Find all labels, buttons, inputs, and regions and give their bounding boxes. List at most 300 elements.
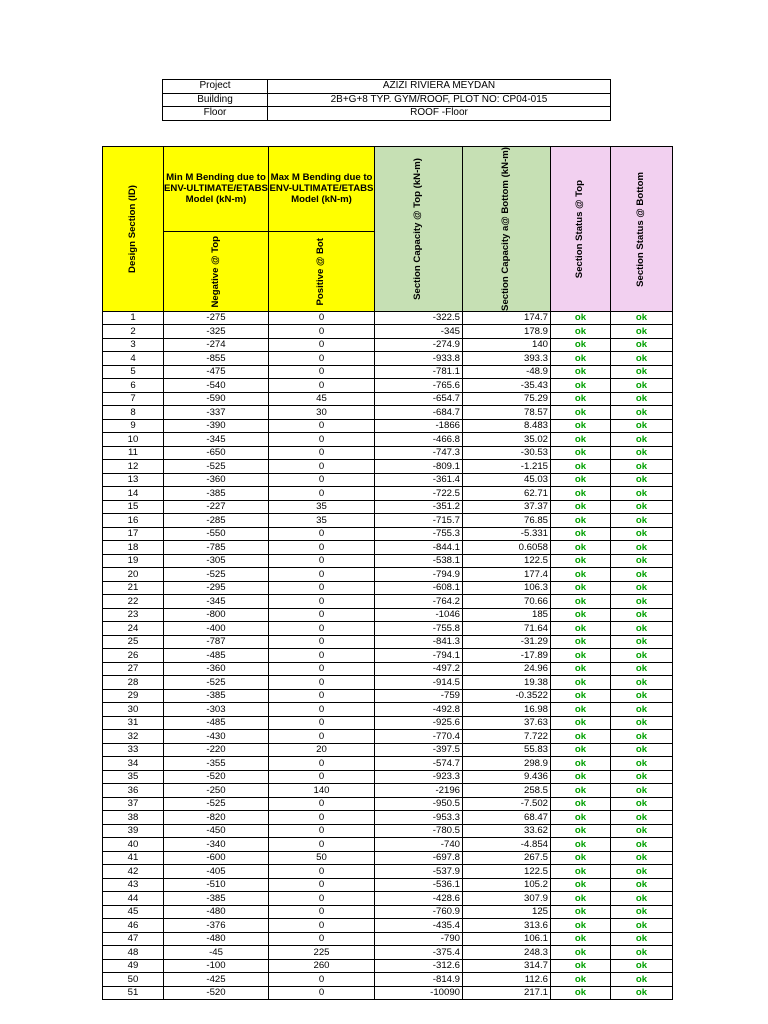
status-top: ok [551, 568, 611, 582]
status-top: ok [551, 608, 611, 622]
table-row [103, 689, 673, 703]
max-m-value: 50 [269, 851, 375, 865]
capacity-top: -814.9 [375, 973, 463, 987]
table-row [103, 325, 673, 339]
status-bottom: ok [611, 973, 673, 987]
status-bottom: ok [611, 433, 673, 447]
status-bottom: ok [611, 676, 673, 690]
header-capacity-top: Section Capacity @ Top (kN-m) [375, 147, 463, 312]
capacity-top: -781.1 [375, 365, 463, 379]
status-top: ok [551, 311, 611, 325]
status-top: ok [551, 878, 611, 892]
project-info-label: Building [163, 93, 268, 107]
capacity-top: -322.5 [375, 311, 463, 325]
min-m-value: -430 [164, 730, 269, 744]
table-row [103, 716, 673, 730]
status-bottom: ok [611, 730, 673, 744]
capacity-bottom: 75.29 [463, 392, 551, 406]
status-bottom: ok [611, 905, 673, 919]
status-bottom: ok [611, 446, 673, 460]
section-id: 17 [103, 527, 164, 541]
capacity-top: -794.9 [375, 568, 463, 582]
min-m-value: -303 [164, 703, 269, 717]
capacity-top: -780.5 [375, 824, 463, 838]
max-m-value: 0 [269, 635, 375, 649]
status-top: ok [551, 703, 611, 717]
capacity-bottom: 8.483 [463, 419, 551, 433]
capacity-top: -1866 [375, 419, 463, 433]
capacity-bottom: 106.1 [463, 932, 551, 946]
header-status-top: Section Status @ Top [551, 147, 611, 312]
capacity-top: -538.1 [375, 554, 463, 568]
capacity-bottom: 45.03 [463, 473, 551, 487]
status-bottom: ok [611, 338, 673, 352]
capacity-top: -914.5 [375, 676, 463, 690]
min-m-value: -355 [164, 757, 269, 771]
status-bottom: ok [611, 743, 673, 757]
status-top: ok [551, 838, 611, 852]
max-m-value: 0 [269, 662, 375, 676]
capacity-top: -466.8 [375, 433, 463, 447]
min-m-value: -520 [164, 986, 269, 1000]
status-bottom: ok [611, 541, 673, 555]
status-bottom: ok [611, 703, 673, 717]
section-id: 29 [103, 689, 164, 703]
table-row [103, 595, 673, 609]
status-bottom: ok [611, 500, 673, 514]
status-top: ok [551, 379, 611, 393]
capacity-bottom: 217.1 [463, 986, 551, 1000]
status-bottom: ok [611, 757, 673, 771]
header-max-m: Max M Bending due to ENV-ULTIMATE/ETABS Model (kN-m) [269, 147, 375, 232]
capacity-bottom: 177.4 [463, 568, 551, 582]
capacity-top: -608.1 [375, 581, 463, 595]
project-info-row [163, 80, 611, 94]
table-row [103, 946, 673, 960]
status-bottom: ok [611, 635, 673, 649]
status-top: ok [551, 460, 611, 474]
status-bottom: ok [611, 932, 673, 946]
status-bottom: ok [611, 352, 673, 366]
table-row [103, 878, 673, 892]
min-m-value: -274 [164, 338, 269, 352]
table-row [103, 622, 673, 636]
table-row [103, 460, 673, 474]
max-m-value: 0 [269, 676, 375, 690]
status-bottom: ok [611, 851, 673, 865]
max-m-value: 0 [269, 770, 375, 784]
min-m-value: -820 [164, 811, 269, 825]
max-m-value: 140 [269, 784, 375, 798]
section-id: 32 [103, 730, 164, 744]
min-m-value: -227 [164, 500, 269, 514]
status-top: ok [551, 851, 611, 865]
capacity-bottom: 55.83 [463, 743, 551, 757]
status-top: ok [551, 743, 611, 757]
max-m-value: 0 [269, 986, 375, 1000]
status-top: ok [551, 919, 611, 933]
capacity-bottom: 78.57 [463, 406, 551, 420]
table-row [103, 919, 673, 933]
section-id: 13 [103, 473, 164, 487]
status-top: ok [551, 946, 611, 960]
capacity-top: -10090 [375, 986, 463, 1000]
capacity-top: -428.6 [375, 892, 463, 906]
status-bottom: ok [611, 487, 673, 501]
project-info-label: Project [163, 80, 268, 94]
capacity-top: -574.7 [375, 757, 463, 771]
min-m-value: -405 [164, 865, 269, 879]
capacity-bottom: 0.6058 [463, 541, 551, 555]
capacity-bottom: 37.37 [463, 500, 551, 514]
min-m-value: -800 [164, 608, 269, 622]
table-row [103, 433, 673, 447]
capacity-top: -312.6 [375, 959, 463, 973]
max-m-value: 30 [269, 406, 375, 420]
max-m-value: 0 [269, 892, 375, 906]
capacity-top: -351.2 [375, 500, 463, 514]
min-m-value: -525 [164, 460, 269, 474]
table-row [103, 730, 673, 744]
status-top: ok [551, 784, 611, 798]
status-top: ok [551, 959, 611, 973]
capacity-bottom: 71.64 [463, 622, 551, 636]
max-m-value: 0 [269, 568, 375, 582]
capacity-bottom: 112.6 [463, 973, 551, 987]
table-row [103, 392, 673, 406]
status-bottom: ok [611, 595, 673, 609]
section-id: 39 [103, 824, 164, 838]
status-bottom: ok [611, 419, 673, 433]
section-id: 1 [103, 311, 164, 325]
section-id: 50 [103, 973, 164, 987]
status-top: ok [551, 689, 611, 703]
max-m-value: 0 [269, 419, 375, 433]
section-id: 18 [103, 541, 164, 555]
status-top: ok [551, 892, 611, 906]
status-top: ok [551, 487, 611, 501]
capacity-bottom: 185 [463, 608, 551, 622]
min-m-value: -590 [164, 392, 269, 406]
max-m-value: 0 [269, 365, 375, 379]
capacity-bottom: 267.5 [463, 851, 551, 865]
section-id: 5 [103, 365, 164, 379]
min-m-value: -787 [164, 635, 269, 649]
section-id: 19 [103, 554, 164, 568]
min-m-value: -337 [164, 406, 269, 420]
capacity-top: -654.7 [375, 392, 463, 406]
capacity-bottom: 24.96 [463, 662, 551, 676]
table-row [103, 406, 673, 420]
table-row [103, 608, 673, 622]
capacity-top: -794.1 [375, 649, 463, 663]
max-m-value: 0 [269, 716, 375, 730]
capacity-bottom: 9.436 [463, 770, 551, 784]
capacity-bottom: 105.2 [463, 878, 551, 892]
status-top: ok [551, 865, 611, 879]
min-m-value: -305 [164, 554, 269, 568]
max-m-value: 0 [269, 622, 375, 636]
table-row [103, 527, 673, 541]
max-m-value: 0 [269, 554, 375, 568]
section-id: 41 [103, 851, 164, 865]
table-row [103, 635, 673, 649]
section-id: 23 [103, 608, 164, 622]
status-top: ok [551, 473, 611, 487]
section-id: 25 [103, 635, 164, 649]
capacity-bottom: 313.6 [463, 919, 551, 933]
table-row [103, 892, 673, 906]
capacity-bottom: 19.38 [463, 676, 551, 690]
capacity-bottom: 258.5 [463, 784, 551, 798]
min-m-value: -325 [164, 325, 269, 339]
status-top: ok [551, 716, 611, 730]
status-top: ok [551, 365, 611, 379]
max-m-value: 0 [269, 311, 375, 325]
capacity-bottom: 298.9 [463, 757, 551, 771]
project-info-body [163, 80, 611, 121]
table-row [103, 932, 673, 946]
table-row [103, 500, 673, 514]
status-bottom: ok [611, 986, 673, 1000]
status-top: ok [551, 730, 611, 744]
section-capacity-table [102, 146, 673, 1000]
status-top: ok [551, 419, 611, 433]
capacity-bottom: -48.9 [463, 365, 551, 379]
max-m-value: 0 [269, 811, 375, 825]
header-status-bottom: Section Status @ Bottom [611, 147, 673, 312]
status-top: ok [551, 554, 611, 568]
table-row [103, 379, 673, 393]
min-m-value: -295 [164, 581, 269, 595]
section-id: 10 [103, 433, 164, 447]
max-m-value: 225 [269, 946, 375, 960]
section-id: 27 [103, 662, 164, 676]
capacity-bottom: -1.215 [463, 460, 551, 474]
max-m-value: 0 [269, 905, 375, 919]
max-m-value: 0 [269, 838, 375, 852]
capacity-top: -765.6 [375, 379, 463, 393]
capacity-top: -764.2 [375, 595, 463, 609]
status-bottom: ok [611, 878, 673, 892]
section-id: 43 [103, 878, 164, 892]
capacity-top: -953.3 [375, 811, 463, 825]
table-row [103, 743, 673, 757]
status-top: ok [551, 338, 611, 352]
section-id: 16 [103, 514, 164, 528]
min-m-value: -340 [164, 838, 269, 852]
capacity-top: -841.3 [375, 635, 463, 649]
capacity-bottom: 307.9 [463, 892, 551, 906]
status-top: ok [551, 581, 611, 595]
max-m-value: 0 [269, 865, 375, 879]
min-m-value: -485 [164, 649, 269, 663]
project-info-value: 2B+G+8 TYP. GYM/ROOF, PLOT NO: CP04-015 [268, 93, 611, 107]
capacity-bottom: 16.98 [463, 703, 551, 717]
status-top: ok [551, 514, 611, 528]
table-row [103, 905, 673, 919]
capacity-top: -274.9 [375, 338, 463, 352]
section-id: 4 [103, 352, 164, 366]
status-top: ok [551, 541, 611, 555]
min-m-value: -385 [164, 689, 269, 703]
section-id: 3 [103, 338, 164, 352]
capacity-top: -345 [375, 325, 463, 339]
status-bottom: ok [611, 581, 673, 595]
status-bottom: ok [611, 554, 673, 568]
table-row [103, 986, 673, 1000]
min-m-value: -385 [164, 892, 269, 906]
project-info-label: Floor [163, 107, 268, 121]
capacity-bottom: -30.53 [463, 446, 551, 460]
section-id: 24 [103, 622, 164, 636]
project-info-value: AZIZI RIVIERA MEYDAN [268, 80, 611, 94]
min-m-value: -480 [164, 932, 269, 946]
table-row [103, 541, 673, 555]
capacity-bottom: 248.3 [463, 946, 551, 960]
table-body [103, 311, 673, 1000]
section-id: 15 [103, 500, 164, 514]
status-bottom: ok [611, 649, 673, 663]
status-bottom: ok [611, 959, 673, 973]
section-id: 40 [103, 838, 164, 852]
header-positive-bot: Positive @ Bot [269, 231, 375, 311]
capacity-bottom: 68.47 [463, 811, 551, 825]
max-m-value: 35 [269, 500, 375, 514]
min-m-value: -250 [164, 784, 269, 798]
status-bottom: ok [611, 811, 673, 825]
max-m-value: 0 [269, 973, 375, 987]
section-id: 37 [103, 797, 164, 811]
status-bottom: ok [611, 838, 673, 852]
capacity-bottom: 178.9 [463, 325, 551, 339]
max-m-value: 0 [269, 595, 375, 609]
max-m-value: 0 [269, 824, 375, 838]
status-top: ok [551, 986, 611, 1000]
capacity-bottom: -17.89 [463, 649, 551, 663]
table-row [103, 811, 673, 825]
max-m-value: 0 [269, 379, 375, 393]
table-row [103, 568, 673, 582]
table-row [103, 770, 673, 784]
status-top: ok [551, 622, 611, 636]
table-row [103, 824, 673, 838]
max-m-value: 0 [269, 433, 375, 447]
capacity-bottom: 314.7 [463, 959, 551, 973]
capacity-top: -950.5 [375, 797, 463, 811]
status-bottom: ok [611, 568, 673, 582]
capacity-top: -697.8 [375, 851, 463, 865]
section-id: 7 [103, 392, 164, 406]
min-m-value: -855 [164, 352, 269, 366]
table-row [103, 676, 673, 690]
capacity-bottom: 33.62 [463, 824, 551, 838]
section-id: 14 [103, 487, 164, 501]
capacity-top: -497.2 [375, 662, 463, 676]
table-row [103, 757, 673, 771]
capacity-top: -375.4 [375, 946, 463, 960]
header-capacity-bottom: Section Capacity a@ Bottom (kN-m) [463, 147, 551, 312]
capacity-top: -1046 [375, 608, 463, 622]
min-m-value: -450 [164, 824, 269, 838]
capacity-top: -740 [375, 838, 463, 852]
status-top: ok [551, 932, 611, 946]
section-id: 36 [103, 784, 164, 798]
capacity-bottom: 76.85 [463, 514, 551, 528]
status-bottom: ok [611, 608, 673, 622]
min-m-value: -650 [164, 446, 269, 460]
max-m-value: 0 [269, 608, 375, 622]
min-m-value: -100 [164, 959, 269, 973]
section-id: 42 [103, 865, 164, 879]
section-id: 48 [103, 946, 164, 960]
capacity-bottom: 125 [463, 905, 551, 919]
table-row [103, 514, 673, 528]
status-bottom: ok [611, 770, 673, 784]
section-id: 46 [103, 919, 164, 933]
capacity-top: -715.7 [375, 514, 463, 528]
max-m-value: 0 [269, 473, 375, 487]
table-row [103, 352, 673, 366]
min-m-value: -485 [164, 716, 269, 730]
section-id: 26 [103, 649, 164, 663]
capacity-top: -361.4 [375, 473, 463, 487]
status-top: ok [551, 757, 611, 771]
capacity-top: -844.1 [375, 541, 463, 555]
table-row [103, 446, 673, 460]
status-top: ok [551, 352, 611, 366]
status-top: ok [551, 649, 611, 663]
max-m-value: 0 [269, 325, 375, 339]
table-row [103, 473, 673, 487]
capacity-bottom: 106.3 [463, 581, 551, 595]
max-m-value: 0 [269, 730, 375, 744]
min-m-value: -220 [164, 743, 269, 757]
status-top: ok [551, 446, 611, 460]
max-m-value: 0 [269, 581, 375, 595]
table-row [103, 838, 673, 852]
capacity-bottom: 62.71 [463, 487, 551, 501]
status-bottom: ok [611, 824, 673, 838]
capacity-bottom: 174.7 [463, 311, 551, 325]
status-top: ok [551, 635, 611, 649]
max-m-value: 0 [269, 932, 375, 946]
min-m-value: -600 [164, 851, 269, 865]
capacity-bottom: -5.331 [463, 527, 551, 541]
status-top: ok [551, 595, 611, 609]
capacity-top: -755.8 [375, 622, 463, 636]
capacity-top: -925.6 [375, 716, 463, 730]
table-row [103, 797, 673, 811]
project-info-table [162, 79, 611, 121]
status-top: ok [551, 811, 611, 825]
section-id: 45 [103, 905, 164, 919]
min-m-value: -525 [164, 568, 269, 582]
status-bottom: ok [611, 797, 673, 811]
capacity-bottom: 70.66 [463, 595, 551, 609]
min-m-value: -785 [164, 541, 269, 555]
status-bottom: ok [611, 689, 673, 703]
section-id: 38 [103, 811, 164, 825]
min-m-value: -550 [164, 527, 269, 541]
max-m-value: 45 [269, 392, 375, 406]
max-m-value: 20 [269, 743, 375, 757]
status-bottom: ok [611, 892, 673, 906]
min-m-value: -525 [164, 797, 269, 811]
capacity-top: -760.9 [375, 905, 463, 919]
status-top: ok [551, 500, 611, 514]
status-top: ok [551, 676, 611, 690]
